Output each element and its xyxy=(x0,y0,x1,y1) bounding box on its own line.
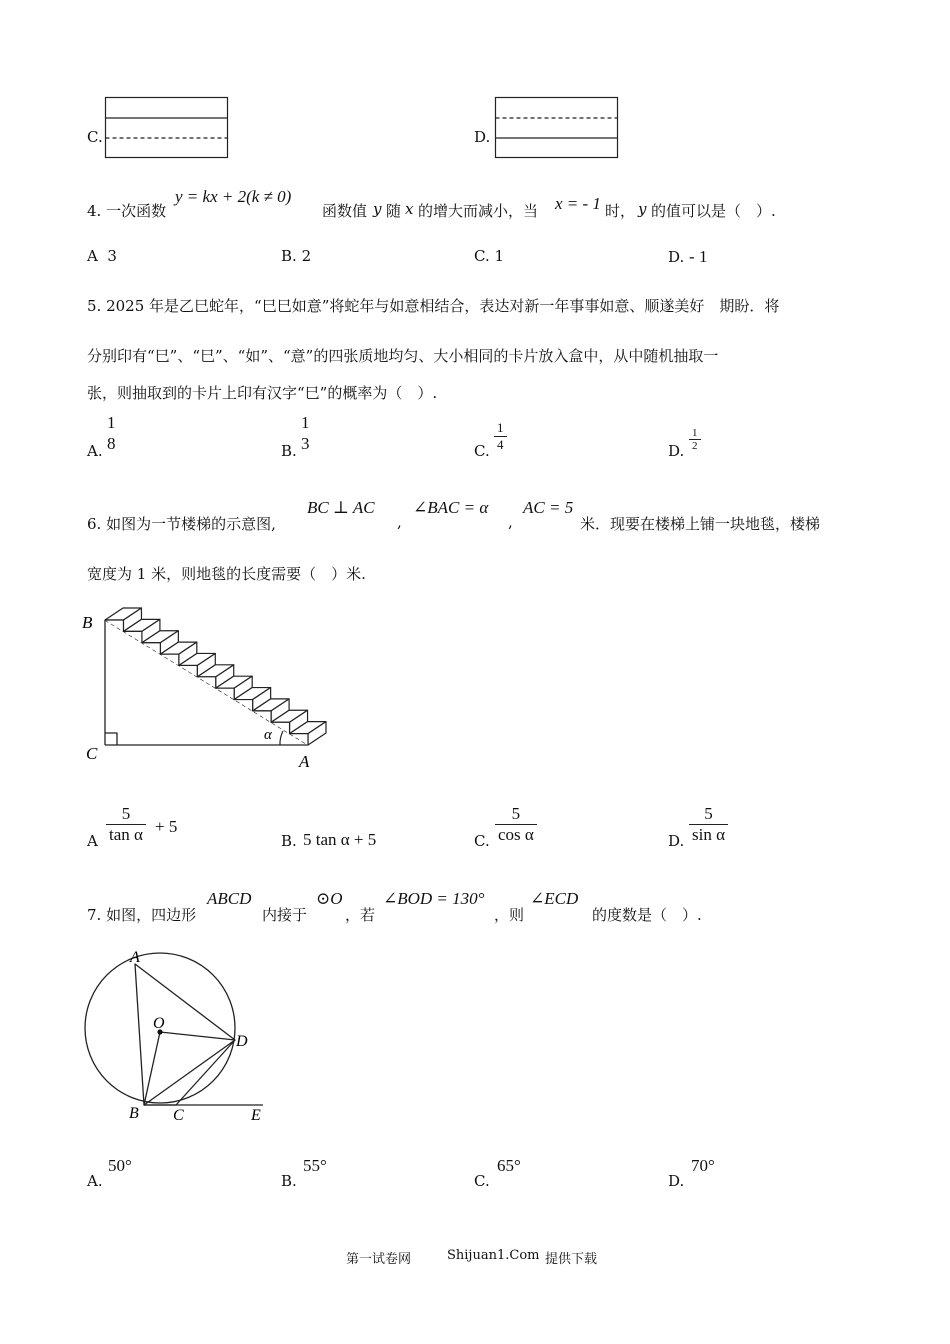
q6-comma-2: , xyxy=(508,513,513,531)
q7-option-c-value: 65° xyxy=(497,1156,521,1175)
label-c: C xyxy=(86,744,98,763)
q6-option-c-fraction: $\frac{5}{\text{cos α}}$ xyxy=(495,804,537,845)
q6-option-d-fraction: $\frac{5}{\text{sin α}}$ xyxy=(689,804,728,845)
q5-option-a-fraction: $\frac{1}{8}$ xyxy=(104,413,119,454)
q6-option-a-tail: + 5 xyxy=(155,817,178,836)
q6-suffix: 米．现要在楼梯上铺一块地毯，楼梯 xyxy=(580,515,821,533)
q7-option-b-label: B. xyxy=(281,1172,297,1190)
q7-mid3: ，则 xyxy=(494,906,525,924)
footer-site[interactable]: Shijuan1.Com xyxy=(447,1248,540,1263)
q7-prefix: 7. 如图，四边形 xyxy=(87,906,197,924)
q4-suffix: 的值可以是（ ）. xyxy=(651,202,776,220)
q7-option-d-label: D. xyxy=(668,1172,685,1190)
q7-option-b-value: 55° xyxy=(303,1156,327,1175)
label-c: C xyxy=(173,1107,184,1124)
label-b: B xyxy=(129,1105,139,1122)
q7-circle: ⊙O xyxy=(316,889,343,908)
q6-prefix: 6. 如图为一节楼梯的示意图, xyxy=(87,515,276,533)
label-o: O xyxy=(153,1015,165,1032)
footer-left: 第一试卷网 xyxy=(346,1252,412,1267)
q5-line-1: 5. 2025 年是乙巳蛇年，“巳巳如意”将蛇年与如意相结合，表达对新一年事事如意、顺遂美好 期盼．将 xyxy=(87,297,780,315)
footer-right: 提供下载 xyxy=(545,1252,598,1267)
q5-line-2: 分别印有“巳”、“巳”、“如”、“意”的四张质地均匀、大小相同的卡片放入盒中，从中随机抽取一 xyxy=(87,347,719,365)
q6-option-a-fraction: $\frac{5}{\text{tan α}}$ xyxy=(106,804,146,845)
stair-step-edge xyxy=(271,722,289,733)
label-alpha: α xyxy=(264,727,272,743)
stair-step-edge xyxy=(290,734,308,745)
q7-target: ∠ECD xyxy=(530,889,579,908)
q6-cond-angle: ∠BAC = α xyxy=(413,498,489,517)
q4-option-a: A 3 xyxy=(87,247,117,265)
q3-option-c-figure xyxy=(104,96,230,160)
q4-var-x: x xyxy=(405,200,414,218)
q3-option-d-label: D. xyxy=(474,128,491,146)
label-a: A xyxy=(299,752,310,771)
label-e: E xyxy=(251,1107,261,1124)
q7-condition: ∠BOD = 130° xyxy=(383,889,485,908)
q6-option-b-expr: 5 tan α + 5 xyxy=(303,830,377,849)
q3-option-c-label: C. xyxy=(87,128,103,146)
q4-option-b: B. 2 xyxy=(281,247,312,265)
q4-prefix: 4. 一次函数 xyxy=(87,202,167,220)
q3-option-d-figure xyxy=(494,96,620,160)
q4-mid: 函数值 xyxy=(322,202,368,220)
staircase-figure xyxy=(80,585,340,775)
q4-mid4: 时， xyxy=(605,202,636,220)
q4-condition: x = - 1 xyxy=(555,194,601,213)
q6-option-d-label: D. xyxy=(668,832,685,850)
q5-option-c-label: C. xyxy=(474,442,490,460)
q6-cond-perpendicular: BC ⊥ AC xyxy=(307,498,375,517)
q4-mid2: 随 xyxy=(386,202,402,220)
q7-suffix: 的度数是（ ）. xyxy=(592,906,702,924)
q5-option-c-fraction: $\frac{1}{4}$ xyxy=(494,420,507,453)
stair-step-edge xyxy=(123,631,141,642)
q5-option-b-label: B. xyxy=(281,442,297,460)
q6-cond-length: AC = 5 xyxy=(523,498,574,517)
label-b: B xyxy=(82,613,93,632)
q4-formula: y = kx + 2(k ≠ 0) xyxy=(175,187,292,206)
q5-option-a-label: A. xyxy=(87,442,103,460)
q5-option-b-fraction: $\frac{1}{3}$ xyxy=(298,413,313,454)
circle-figure xyxy=(80,940,280,1125)
label-a: A xyxy=(130,949,140,966)
q6-option-b-label: B. xyxy=(281,832,297,850)
q5-option-d-label: D. xyxy=(668,442,685,460)
q4-var-y2: y xyxy=(638,200,647,218)
q7-mid: 内接于 xyxy=(262,906,308,924)
q7-option-a-value: 50° xyxy=(108,1156,132,1175)
q4-var-y: y xyxy=(373,200,382,218)
q7-option-a-label: A. xyxy=(87,1172,103,1190)
q4-mid3: 的增大而减小，当 xyxy=(418,202,539,220)
stair-step-edge xyxy=(160,654,178,665)
q4-option-d: D. - 1 xyxy=(668,247,708,266)
q7-option-c-label: C. xyxy=(474,1172,490,1190)
q6-option-c-label: C. xyxy=(474,832,490,850)
q7-option-d-value: 70° xyxy=(691,1156,715,1175)
q7-mid2: ，若 xyxy=(345,906,376,924)
q6-line-2: 宽度为 1 米，则地毯的长度需要（ ）米. xyxy=(87,565,366,583)
q6-option-a-label: A xyxy=(87,832,98,850)
q7-quad: ABCD xyxy=(207,889,252,908)
q4-option-c: C. 1 xyxy=(474,247,505,265)
q5-option-d-fraction: $\frac{1}{2}$ xyxy=(689,427,701,452)
q5-line-3: 张，则抽取到的卡片上印有汉字“巳”的概率为（ ）. xyxy=(87,384,438,402)
q6-comma-1: , xyxy=(397,513,402,531)
label-d: D xyxy=(236,1033,248,1050)
